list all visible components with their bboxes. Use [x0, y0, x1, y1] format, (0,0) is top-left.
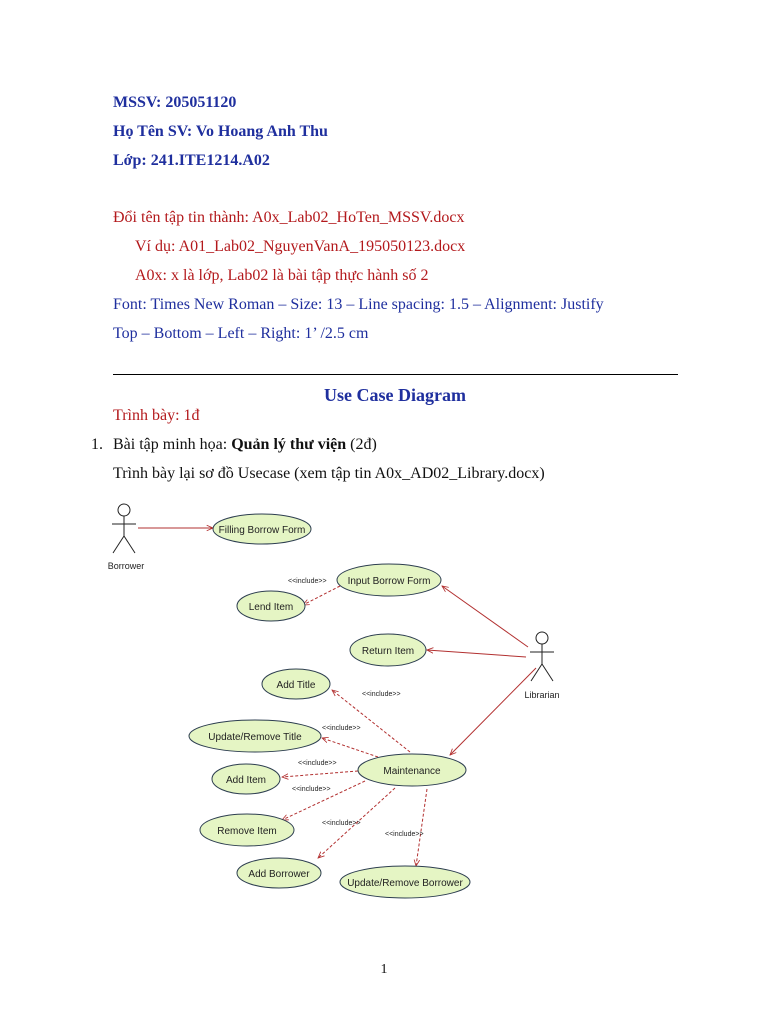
- exercise-task: Trình bày lại sơ đồ Usecase (xem tập tin A0x_AD02_Library.docx): [113, 465, 545, 482]
- svg-text:Add Item: Add Item: [225, 775, 267, 786]
- use-case-input-borrow-form: [337, 564, 441, 596]
- svg-text:Add Title: Add Title: [276, 680, 316, 691]
- include-maint-additem: [282, 771, 358, 777]
- assoc-librarian-input: [442, 586, 528, 647]
- include-label: <<include>>: [362, 691, 401, 698]
- use-case-diagram: [0, 490, 768, 910]
- page-number: 1: [380, 962, 388, 977]
- include-maint-updatetitle: [322, 738, 378, 757]
- include-label: <<include>>: [292, 786, 331, 793]
- student-name: Họ Tên SV: Vo Hoang Anh Thu: [113, 123, 328, 140]
- use-case-add-borrower: [237, 858, 321, 888]
- include-maint-updateborrower: [416, 789, 427, 866]
- use-case-return-item: [350, 634, 426, 666]
- use-case-maintenance: [358, 754, 466, 786]
- use-case-update-remove-borrower: [340, 866, 470, 898]
- use-case-update-remove-title: [189, 720, 321, 752]
- use-case-filling-borrow-form: [213, 514, 311, 544]
- include-label: <<include>>: [298, 760, 337, 767]
- rename-example: Ví dụ: A01_Lab02_NguyenVanA_195050123.docx: [135, 238, 466, 255]
- include-label: <<include>>: [288, 578, 327, 585]
- use-case-remove-item: [200, 814, 294, 846]
- svg-text:Filling Borrow Form: Filling Borrow Form: [218, 525, 306, 536]
- assoc-librarian-maintenance: [450, 668, 536, 755]
- section-title: Use Case Diagram: [324, 385, 466, 405]
- librarian-label: Librarian: [524, 690, 560, 700]
- include-input-lend: [303, 586, 340, 605]
- borrower-actor: [108, 504, 145, 571]
- svg-text:Maintenance: Maintenance: [383, 766, 441, 777]
- svg-text:Add Borrower: Add Borrower: [248, 869, 310, 880]
- svg-text:Update/Remove Borrower: Update/Remove Borrower: [347, 878, 463, 889]
- librarian-actor: [524, 632, 559, 700]
- svg-text:Lend Item: Lend Item: [248, 602, 294, 613]
- include-label: <<include>>: [322, 820, 361, 827]
- rename-note: A0x: x là lớp, Lab02 là bài tập thực hành số 2: [135, 267, 429, 284]
- borrower-label: Borrower: [107, 561, 145, 571]
- horizontal-rule: [113, 374, 678, 375]
- exercise-number: 1.: [91, 436, 103, 453]
- exercise-topic: Quản lý thư viện: [231, 436, 347, 453]
- use-case-lend-item: [237, 591, 305, 621]
- presentation-score: Trình bày: 1đ: [113, 407, 200, 424]
- exercise-prefix: Bài tập minh họa:: [113, 436, 232, 453]
- use-case-add-title: [262, 669, 330, 699]
- student-id: MSSV: 205051120: [113, 94, 237, 111]
- include-label: <<include>>: [385, 831, 424, 838]
- exercise-title: [113, 436, 377, 454]
- assoc-librarian-return: [427, 650, 526, 657]
- svg-text:Remove Item: Remove Item: [217, 826, 277, 837]
- font-instruction: Font: Times New Roman – Size: 13 – Line spacing: 1.5 – Alignment: Justify: [113, 296, 604, 313]
- include-label: <<include>>: [322, 725, 361, 732]
- include-maint-addtitle: [332, 690, 410, 752]
- svg-text:Input Borrow Form: Input Borrow Form: [347, 576, 431, 587]
- svg-text:Update/Remove Title: Update/Remove Title: [208, 732, 302, 743]
- student-class: Lớp: 241.ITE1214.A02: [113, 152, 270, 169]
- rename-instruction: Đổi tên tập tin thành: A0x_Lab02_HoTen_MSSV.docx: [113, 209, 465, 226]
- margin-instruction: Top – Bottom – Left – Right: 1’ /2.5 cm: [113, 325, 369, 342]
- use-case-add-item: [212, 764, 280, 794]
- exercise-points: (2đ): [346, 436, 377, 453]
- svg-text:Return Item: Return Item: [361, 646, 415, 657]
